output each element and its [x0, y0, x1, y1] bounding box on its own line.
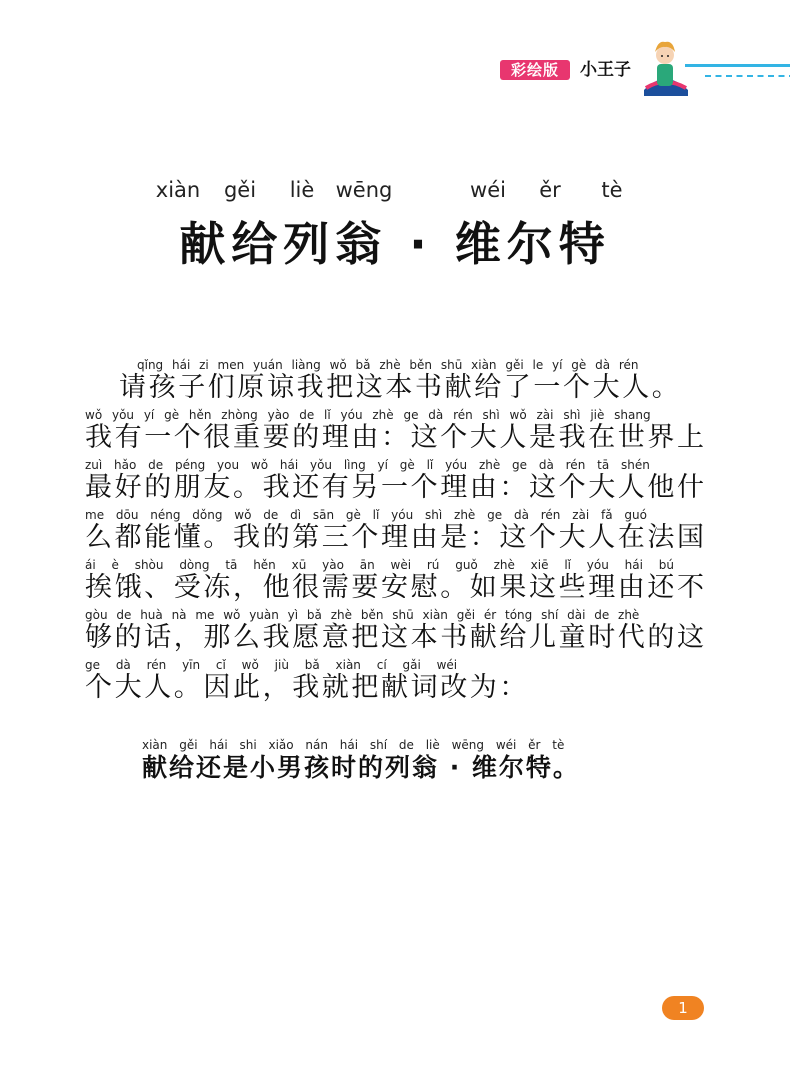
- book-name: 小王子: [580, 60, 631, 80]
- title-block: [0, 178, 790, 274]
- title-pinyin-syllable: ěr: [539, 178, 561, 202]
- text-line: [142, 738, 702, 788]
- pinyin-line: qǐng hái zi men yuán liàng wǒ bǎ zhè běn shū xiàn gěi le yí gè dà rén: [137, 358, 639, 372]
- dedication-text: 献给还是小男孩时的列翁 · 维尔特。: [142, 753, 580, 782]
- title-pinyin-gap: [395, 178, 457, 208]
- text-line: [85, 408, 725, 458]
- body-paragraph: [85, 358, 725, 708]
- text-line: [85, 558, 725, 608]
- header-dashed-stripe: [705, 75, 790, 77]
- hanzi-line: 么都能懂。我的第三个理由是：这个大人在法国: [85, 522, 707, 553]
- title-pinyin: [0, 178, 790, 208]
- hanzi-line: 个大人。因此，我就把献词改为：: [85, 672, 529, 703]
- pinyin-line: ge dà rén yīn cǐ wǒ jiù bǎ xiàn cí gǎi wéi: [85, 658, 458, 672]
- page-header: [500, 48, 790, 108]
- hanzi-line: 最好的朋友。我还有另一个理由：这个大人他什: [85, 472, 707, 503]
- page-title: 献给列翁 · 维尔特: [179, 217, 611, 271]
- pinyin-line: wǒ yǒu yí gè hěn zhòng yào de lǐ yóu zhè ge dà rén shì wǒ zài shì jiè shang: [85, 408, 651, 422]
- pinyin-line: ái è shòu dòng tā hěn xū yào ān wèi rú guǒ zhè xiē lǐ yóu hái bú: [85, 558, 674, 572]
- page-number: 1: [662, 996, 704, 1020]
- text-line: [85, 508, 725, 558]
- little-prince-illustration: [640, 38, 690, 98]
- title-pinyin-syllable: xiàn: [155, 178, 201, 202]
- title-pinyin-syllable: gěi: [223, 178, 257, 202]
- header-stripe: [685, 64, 790, 67]
- text-line: [85, 608, 725, 658]
- text-line: [85, 358, 725, 408]
- edition-badge: 彩绘版: [500, 60, 570, 80]
- pinyin-line: zuì hǎo de péng you wǒ hái yǒu lìng yí gè lǐ yóu zhè ge dà rén tā shén: [85, 458, 650, 472]
- pinyin-line: me dōu néng dǒng wǒ de dì sān gè lǐ yóu shì zhè ge dà rén zài fǎ guó: [85, 508, 647, 522]
- title-pinyin-syllable: tè: [601, 178, 623, 202]
- hanzi-line: 请孩子们原谅我把这本书献给了一个大人。: [119, 372, 682, 403]
- text-line: [85, 458, 725, 508]
- text-line: [85, 658, 725, 708]
- pinyin-line: gòu de huà nà me wǒ yuàn yì bǎ zhè běn shū xiàn gěi ér tóng shí dài de zhè: [85, 608, 640, 622]
- hanzi-line: 挨饿、受冻，他很需要安慰。如果这些理由还不: [85, 572, 707, 603]
- title-pinyin-syllable: liè: [289, 178, 315, 202]
- title-pinyin-syllable: wéi: [470, 178, 506, 202]
- title-pinyin-syllable: wēng: [335, 178, 393, 202]
- hanzi-line: 够的话，那么我愿意把这本书献给儿童时代的这: [85, 622, 707, 653]
- pinyin-line: xiàn gěi hái shi xiǎo nán hái shí de liè wēng wéi ěr tè: [142, 738, 565, 752]
- dedication: [142, 738, 702, 788]
- hanzi-line: 我有一个很重要的理由：这个大人是我在世界上: [85, 422, 707, 453]
